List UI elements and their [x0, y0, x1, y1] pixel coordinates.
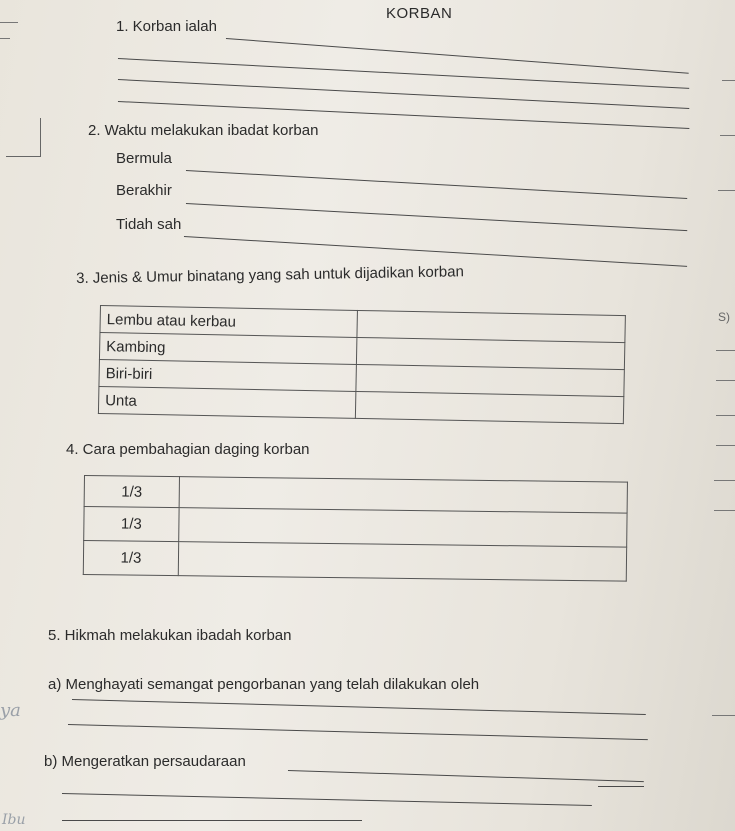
page-edge-mark	[716, 350, 735, 351]
table-row	[83, 541, 626, 582]
question-4-label: 4. Cara pembahagian daging korban	[66, 441, 310, 458]
answer-line[interactable]	[598, 786, 644, 787]
answer-line[interactable]	[72, 699, 646, 715]
page-edge-mark	[6, 118, 41, 157]
margin-handwriting: ya	[0, 700, 21, 721]
answer-line[interactable]	[62, 793, 592, 806]
page-edge-mark	[722, 80, 735, 81]
q2-row-label: Tidah sah	[116, 216, 182, 233]
margin-handwriting: Ibu	[2, 812, 26, 828]
answer-line[interactable]	[226, 38, 689, 74]
page-edge-mark	[714, 480, 735, 481]
page-title: KORBAN	[386, 5, 453, 22]
answer-line[interactable]	[288, 770, 644, 782]
answer-cell[interactable]	[355, 391, 623, 423]
animal-cell: Biri-biri	[99, 359, 356, 391]
page-edge-mark	[0, 38, 10, 39]
fraction-cell: 1/3	[84, 476, 179, 508]
page-edge-mark	[718, 190, 735, 191]
q5-part-b: b) Mengeratkan persaudaraan	[44, 753, 246, 770]
answer-cell[interactable]	[179, 508, 627, 547]
q5-part-a: a) Menghayati semangat pengorbanan yang telah dilakukan oleh	[48, 676, 480, 693]
distribution-table	[83, 475, 628, 582]
page-edge-mark	[720, 135, 735, 136]
fraction-cell: 1/3	[83, 541, 178, 576]
fraction-cell: 1/3	[84, 507, 179, 542]
answer-line[interactable]	[184, 236, 687, 267]
animal-cell: Unta	[98, 386, 355, 418]
q2-row-label: Bermula	[116, 150, 172, 167]
question-3-label: 3. Jenis & Umur binatang yang sah untuk dijadikan korban	[76, 263, 464, 287]
animal-table	[98, 305, 626, 424]
margin-text: S)	[718, 310, 730, 324]
answer-line[interactable]	[186, 170, 687, 199]
answer-line[interactable]	[186, 203, 687, 231]
animal-cell: Lembu atau kerbau	[100, 306, 357, 338]
page-edge-mark	[716, 380, 735, 381]
answer-line[interactable]	[62, 820, 362, 821]
question-1-label: 1. Korban ialah	[116, 18, 217, 35]
question-5-label: 5. Hikmah melakukan ibadah korban	[48, 627, 292, 644]
page-edge-mark	[716, 415, 735, 416]
q2-row-label: Berakhir	[116, 182, 172, 199]
page-edge-mark	[0, 22, 18, 23]
question-2-label: 2. Waktu melakukan ibadat korban	[88, 122, 319, 139]
animal-cell: Kambing	[99, 333, 356, 365]
answer-cell[interactable]	[178, 542, 626, 581]
page-edge-mark	[712, 715, 735, 716]
page-edge-mark	[716, 445, 735, 446]
page-edge-mark	[714, 510, 735, 511]
answer-line[interactable]	[68, 724, 648, 740]
